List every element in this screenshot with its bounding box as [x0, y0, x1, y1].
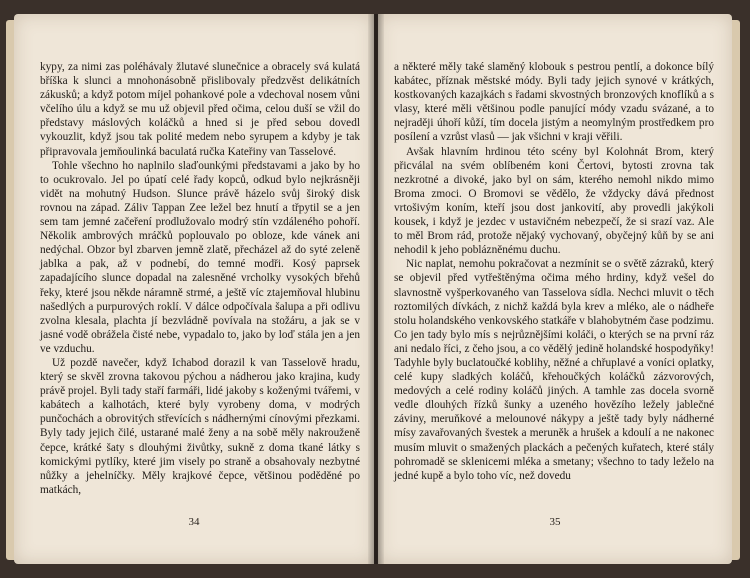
- paragraph: a některé měly také slaměný klobouk s pestrou pentlí, a dokonce bílý kabátec, příznak městské módy. Byli tady jejich synové v krátkých, kostkovaných kazajkách s řadami skvostných bronzových knoflíků a s vlasy, které měli většinou podle panující módy vzadu svázané, a to nejraději úhoří kůží, tím docela jistým a neomylným prostředkem pro posílení a vzrůst vlasů — jak všichni v kraji věřili.: [394, 61, 714, 144]
- paragraph: Tohle všechno ho naplnilo slaďounkými představami a jako by ho to ocukrovalo. Jel po úpatí celé řady kopců, odkud bylo nejkrásněji vidět na mohutný Hudson. Slunce právě házelo svůj široký disk rovnou na západ. Záliv Tappan Zee ležel bez hnutí a třpytil se a jen sem tam jemné začeření prodlužovalo modrý stín vzdáleného pohoří. Několik ambrových mráčků poplouvalo po obloze, kde vánek ani nedýchal. Obzor byl zbarven jemně zlatě, přecházel až do syté zeleně jablka a pak, až v podnebí, do temné modři. Kosý paprsek zapadajícího slunce dopadal na zalesněné vrcholky vysokých břehů řeky, které jsou někde náramně strmé, a ještě víc ztajemňoval hlubinu našedlých a purpurových roklí. V dálce odpočívala šalupa a při odlivu zvolna klesala, plachta jí bezvládně povívala na stožáru, a jak se v jasné vodě obrážela čisté nebe, vypadalo to, jako by loď stála jen a jen ve vzduchu.: [40, 159, 360, 355]
- page-number: 34: [188, 516, 200, 528]
- left-page-text: [40, 60, 360, 497]
- paragraph: Nic naplat, nemohu pokračovat a nezmínit se o světě zázraků, který se objevil před vytřeštěnýma očima mého hrdiny, když vešel do slavnostně vyšperkovaného van Tasselova sídla. Nechci mluvit o těch roztomilých dívkách, z nichž každá byla krev a mléko, ale o nádheře stolu holandského venkovského statkáře v blahobytném čase podzimu. Co jen tady bylo mís s nejrůznějšími koláči, o kterých se na první ráz ani nedalo říci, z čeho jsou, a co vědělý jedině holandské hospodyňky! Tadyhle byly buclatoučké koblihy, něžné a chřuplavé a voníci oplatky, celé kupy sladkých koláčů, křehoučkých koláčků zázvorových, medových a celé rodiny koláčů jiných. A tamhle zas docela svorně vedle dlouhých řízků šunky a uzeného hovězího ležely jablečné záviny, meruňkové a melounové nákypy a ještě tady byly nádherné mísy zavařovaných švestek a meruněk a hrušek a kdoulí a ne nakonec musím mluvit o smažených plackách a pečených kuřatech, které stály pohromadě se sklenicemi mléka a smetany; všechno to tady leželo na jedné kupě a bylo toho víc, než dovedu: [394, 258, 715, 482]
- paragraph: Už pozdě navečer, když Ichabod dorazil k van Tasselově hradu, který se skvěl zrovna takovou pýchou a nádherou jako krajina, kudy právě projel. Byli tady staří farmáři, lidé jakoby s koženými tvářemi, v kabátech a kalhotách, které byly vyrobeny doma, v modrých punčochách a obrovitých střevících s nádhernými cínovými přezkami. Byly tady jejich čilé, ustarané malé ženy a na sobě měly nakrouženě čepce, krátké šaty s dlouhými živůtky, sukně z doma tkané látky s komickými pytlíky, které jim visely po straně a obsahovaly nezbytné nůžky a jehelníčky. Měly krajkové čepce, většinou poděděné po matkách,: [40, 356, 360, 496]
- paragraph: kypy, za nimi zas poléhávaly žlutavé slunečnice a obracely svá kulatá bříška k slunci a mnohonásobně přislibovaly předzvěst delikátních zákusků; a když potom míjel pohankové pole a vdechoval nosem vůni včelího úlu a když se mu už objevil před očima, celou duší se vžil do představy máslových koláčků a hned si je před sebou dovedl vykouzlit, když jsou tak polité medem nebo syrupem a kdyby je tak připravovala jemňoulinká baculatá ručka Kateřiny van Tasselové.: [40, 61, 360, 158]
- page-number: 35: [549, 516, 561, 528]
- left-page: [14, 14, 374, 564]
- right-page-text: [394, 60, 714, 483]
- right-page: [378, 14, 732, 564]
- book-gutter: [368, 14, 384, 564]
- paragraph: Avšak hlavním hrdinou této scény byl Kolohnát Brom, který přicválal na svém oblíbeném koni Čertovi, bytosti zrovna tak nezkrotné a divoké, jako byl on sám, kterého nemohl nikdo mimo Broma zmoci. O Bromovi se vědělo, že vždycky dává přednost vrtošivým koním, kteří jsou dost jankovití, aby provedli jakýkoli kousek, i když je jezdec v ustavičném nebezpečí, že si srazí vaz. Ale to měl Brom rád, protože nějaký vychovaný, obyčejný kůň by se ani nehodil k jeho poblázněnému duchu.: [394, 145, 714, 257]
